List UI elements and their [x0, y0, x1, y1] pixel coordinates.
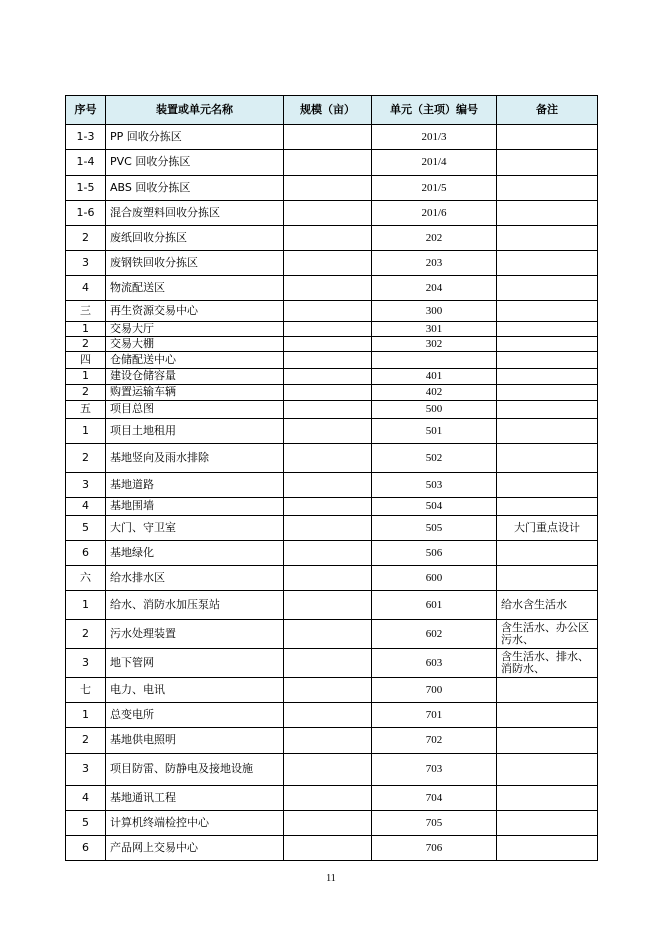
- name-cell: 仓储配送中心: [106, 352, 284, 369]
- table-row: [66, 251, 598, 276]
- code-cell: 700: [372, 678, 497, 703]
- code-cell: 702: [372, 728, 497, 754]
- code-cell: 201/6: [372, 201, 497, 226]
- scale-cell: [284, 385, 372, 401]
- name-cell: 给水、消防水加压泵站: [106, 591, 284, 620]
- table-row: [66, 786, 598, 811]
- name-cell: 地下管网: [106, 649, 284, 678]
- scale-cell: [284, 786, 372, 811]
- table-row: [66, 176, 598, 201]
- header-scale: 规模（亩）: [284, 96, 372, 125]
- table-row: [66, 150, 598, 176]
- note-cell: [497, 754, 598, 786]
- table-row: [66, 369, 598, 385]
- seq-cell: 三: [66, 301, 106, 322]
- seq-cell: 5: [66, 516, 106, 541]
- seq-cell: 1: [66, 419, 106, 444]
- seq-cell: 1: [66, 703, 106, 728]
- name-cell: 交易大棚: [106, 337, 284, 352]
- seq-cell: 1-5: [66, 176, 106, 201]
- table-row: [66, 620, 598, 649]
- note-cell: 含生活水、排水、消防水、: [497, 649, 598, 678]
- name-cell: 电力、电讯: [106, 678, 284, 703]
- name-cell: 再生资源交易中心: [106, 301, 284, 322]
- code-cell: 505: [372, 516, 497, 541]
- code-cell: 201/5: [372, 176, 497, 201]
- code-cell: 302: [372, 337, 497, 352]
- note-cell: [497, 176, 598, 201]
- code-cell: 600: [372, 566, 497, 591]
- scale-cell: [284, 444, 372, 473]
- table-row: [66, 728, 598, 754]
- name-cell: 基地围墙: [106, 498, 284, 516]
- seq-cell: 2: [66, 226, 106, 251]
- code-cell: 506: [372, 541, 497, 566]
- code-cell: 300: [372, 301, 497, 322]
- table-row: [66, 444, 598, 473]
- table-row: [66, 125, 598, 150]
- code-cell: 705: [372, 811, 497, 836]
- name-cell: ABS 回收分拣区: [106, 176, 284, 201]
- note-cell: [497, 786, 598, 811]
- name-cell: 交易大厅: [106, 322, 284, 337]
- seq-cell: 2: [66, 337, 106, 352]
- scale-cell: [284, 703, 372, 728]
- note-cell: [497, 301, 598, 322]
- name-cell: 废钢铁回收分拣区: [106, 251, 284, 276]
- name-cell: 项目总图: [106, 401, 284, 419]
- note-cell: [497, 385, 598, 401]
- table-row: [66, 811, 598, 836]
- code-cell: 202: [372, 226, 497, 251]
- table-row: [66, 678, 598, 703]
- table-row: [66, 337, 598, 352]
- name-cell: 购置运输车辆: [106, 385, 284, 401]
- table-row: [66, 516, 598, 541]
- table-row: [66, 385, 598, 401]
- seq-cell: 6: [66, 541, 106, 566]
- note-cell: [497, 337, 598, 352]
- note-cell: [497, 369, 598, 385]
- scale-cell: [284, 337, 372, 352]
- seq-cell: 1: [66, 369, 106, 385]
- name-cell: PP 回收分拣区: [106, 125, 284, 150]
- table-row: [66, 498, 598, 516]
- scale-cell: [284, 498, 372, 516]
- seq-cell: 七: [66, 678, 106, 703]
- code-cell: [372, 352, 497, 369]
- name-cell: 基地道路: [106, 473, 284, 498]
- note-cell: [497, 251, 598, 276]
- note-cell: [497, 352, 598, 369]
- name-cell: 物流配送区: [106, 276, 284, 301]
- code-cell: 703: [372, 754, 497, 786]
- note-cell: [497, 201, 598, 226]
- note-cell: [497, 444, 598, 473]
- note-cell: [497, 566, 598, 591]
- table-row: [66, 352, 598, 369]
- scale-cell: [284, 226, 372, 251]
- table-row: [66, 301, 598, 322]
- note-cell: 含生活水、办公区污水、: [497, 620, 598, 649]
- seq-cell: 3: [66, 251, 106, 276]
- seq-cell: 6: [66, 836, 106, 861]
- scale-cell: [284, 322, 372, 337]
- header-code: 单元（主项）编号: [372, 96, 497, 125]
- scale-cell: [284, 176, 372, 201]
- scale-cell: [284, 369, 372, 385]
- table-row: [66, 836, 598, 861]
- note-cell: [497, 811, 598, 836]
- table-row: [66, 322, 598, 337]
- scale-cell: [284, 352, 372, 369]
- name-cell: 混合废塑料回收分拣区: [106, 201, 284, 226]
- scale-cell: [284, 276, 372, 301]
- table-row: [66, 226, 598, 251]
- table-row: [66, 276, 598, 301]
- seq-cell: 四: [66, 352, 106, 369]
- header-name: 装置或单元名称: [106, 96, 284, 125]
- seq-cell: 3: [66, 649, 106, 678]
- scale-cell: [284, 401, 372, 419]
- table-row: [66, 473, 598, 498]
- note-cell: [497, 728, 598, 754]
- scale-cell: [284, 649, 372, 678]
- code-cell: 401: [372, 369, 497, 385]
- seq-cell: 1-4: [66, 150, 106, 176]
- scale-cell: [284, 150, 372, 176]
- code-cell: 301: [372, 322, 497, 337]
- note-cell: [497, 401, 598, 419]
- name-cell: 计算机终端检控中心: [106, 811, 284, 836]
- table-header-row: [66, 96, 598, 125]
- code-cell: 201/3: [372, 125, 497, 150]
- seq-cell: 五: [66, 401, 106, 419]
- note-cell: [497, 703, 598, 728]
- seq-cell: 4: [66, 498, 106, 516]
- name-cell: 基地竖向及雨水排除: [106, 444, 284, 473]
- seq-cell: 1-3: [66, 125, 106, 150]
- name-cell: 废纸回收分拣区: [106, 226, 284, 251]
- table-row: [66, 419, 598, 444]
- note-cell: [497, 498, 598, 516]
- page-number: 11: [326, 873, 336, 884]
- table-row: [66, 649, 598, 678]
- seq-cell: 2: [66, 620, 106, 649]
- name-cell: 给水排水区: [106, 566, 284, 591]
- scale-cell: [284, 836, 372, 861]
- table-row: [66, 541, 598, 566]
- name-cell: 总变电所: [106, 703, 284, 728]
- note-cell: [497, 541, 598, 566]
- seq-cell: 2: [66, 444, 106, 473]
- note-cell: 大门重点设计: [497, 516, 598, 541]
- header-seq: 序号: [66, 96, 106, 125]
- note-cell: 给水含生活水: [497, 591, 598, 620]
- note-cell: [497, 322, 598, 337]
- note-cell: [497, 150, 598, 176]
- seq-cell: 2: [66, 385, 106, 401]
- seq-cell: 2: [66, 728, 106, 754]
- scale-cell: [284, 754, 372, 786]
- seq-cell: 1: [66, 322, 106, 337]
- seq-cell: 六: [66, 566, 106, 591]
- code-cell: 203: [372, 251, 497, 276]
- seq-cell: 1: [66, 591, 106, 620]
- code-cell: 701: [372, 703, 497, 728]
- name-cell: 基地绿化: [106, 541, 284, 566]
- code-cell: 504: [372, 498, 497, 516]
- scale-cell: [284, 301, 372, 322]
- note-cell: [497, 419, 598, 444]
- table-row: [66, 566, 598, 591]
- seq-cell: 4: [66, 786, 106, 811]
- name-cell: 产品网上交易中心: [106, 836, 284, 861]
- seq-cell: 4: [66, 276, 106, 301]
- code-cell: 500: [372, 401, 497, 419]
- scale-cell: [284, 620, 372, 649]
- name-cell: PVC 回收分拣区: [106, 150, 284, 176]
- code-cell: 402: [372, 385, 497, 401]
- name-cell: 污水处理装置: [106, 620, 284, 649]
- scale-cell: [284, 125, 372, 150]
- name-cell: 基地供电照明: [106, 728, 284, 754]
- code-cell: 603: [372, 649, 497, 678]
- scale-cell: [284, 678, 372, 703]
- code-cell: 503: [372, 473, 497, 498]
- table-body: [66, 125, 598, 861]
- scale-cell: [284, 251, 372, 276]
- note-cell: [497, 226, 598, 251]
- note-cell: [497, 276, 598, 301]
- scale-cell: [284, 201, 372, 226]
- table-row: [66, 703, 598, 728]
- code-cell: 706: [372, 836, 497, 861]
- table-row: [66, 201, 598, 226]
- note-cell: [497, 473, 598, 498]
- scale-cell: [284, 811, 372, 836]
- note-cell: [497, 836, 598, 861]
- note-cell: [497, 678, 598, 703]
- name-cell: 项目土地租用: [106, 419, 284, 444]
- seq-cell: 5: [66, 811, 106, 836]
- code-cell: 204: [372, 276, 497, 301]
- seq-cell: 1-6: [66, 201, 106, 226]
- table-row: [66, 591, 598, 620]
- name-cell: 基地通讯工程: [106, 786, 284, 811]
- scale-cell: [284, 419, 372, 444]
- note-cell: [497, 125, 598, 150]
- code-cell: 601: [372, 591, 497, 620]
- code-cell: 502: [372, 444, 497, 473]
- table-row: [66, 401, 598, 419]
- name-cell: 项目防雷、防静电及接地设施: [106, 754, 284, 786]
- header-note: 备注: [497, 96, 598, 125]
- name-cell: 建设仓储容量: [106, 369, 284, 385]
- scale-cell: [284, 728, 372, 754]
- name-cell: 大门、守卫室: [106, 516, 284, 541]
- code-cell: 704: [372, 786, 497, 811]
- code-cell: 201/4: [372, 150, 497, 176]
- scale-cell: [284, 591, 372, 620]
- scale-cell: [284, 566, 372, 591]
- scale-cell: [284, 516, 372, 541]
- table-row: [66, 754, 598, 786]
- seq-cell: 3: [66, 473, 106, 498]
- scale-cell: [284, 473, 372, 498]
- code-cell: 602: [372, 620, 497, 649]
- code-cell: 501: [372, 419, 497, 444]
- seq-cell: 3: [66, 754, 106, 786]
- facility-table: [65, 95, 598, 861]
- scale-cell: [284, 541, 372, 566]
